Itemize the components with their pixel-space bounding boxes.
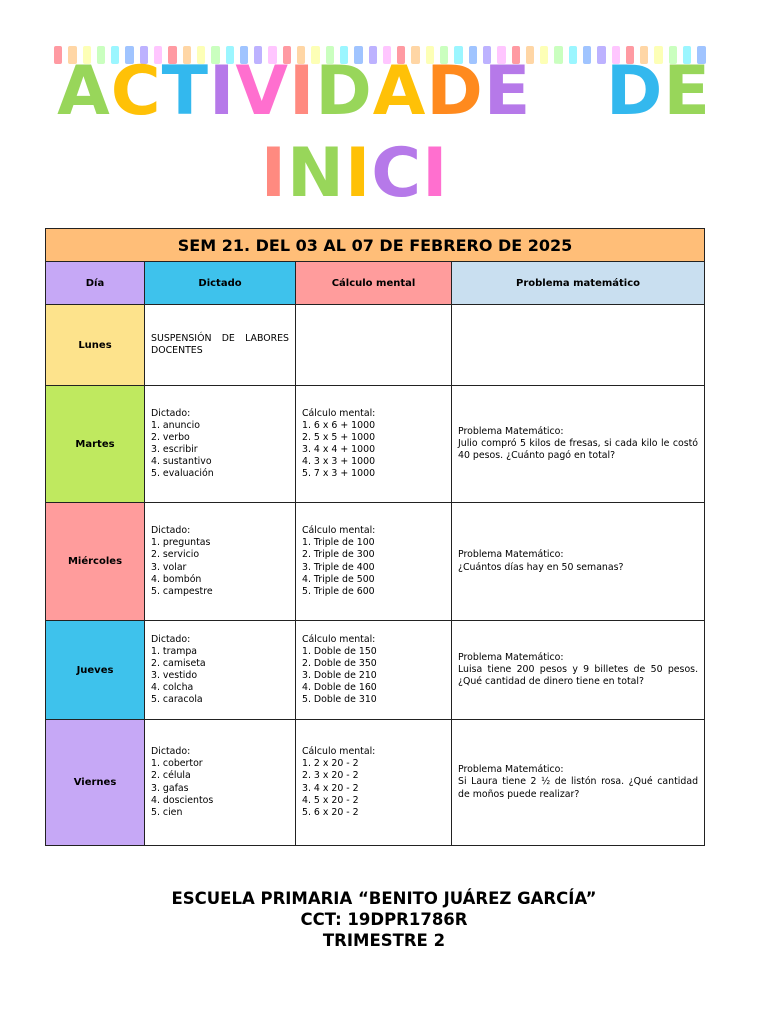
footer-trimestre: TRIMESTRE 2 [322,931,446,950]
title-letter: I [422,134,449,213]
header-dictado: Dictado [145,262,296,305]
dictado-cell: Dictado: 1. anuncio 2. verbo 3. escribir 4. sustantivo 5. evaluación [145,386,296,503]
table-row [46,621,705,720]
calculo-cell: Cálculo mental: 1. 2 x 20 - 2 2. 3 x 20 - 2 3. 4 x 20 - 2 4. 5 x 20 - 2 5. 6 x 20 - 2 [296,720,452,846]
problema-text: Si Laura tiene 2 ½ de listón rosa. ¿Qué cantidad de moños puede realizar? [458,776,699,800]
footer-cct: CCT: 19DPR1786R [300,910,468,929]
title-letter: I [289,52,316,131]
header-dia: Día [46,262,145,305]
problema-cell [452,720,705,846]
title-letter: D [315,52,373,131]
title-letter: A [372,52,427,131]
table-row [46,503,705,621]
title-letter: I [209,52,236,131]
problema-heading: Problema Matemático: [458,425,564,437]
title-letter: N [287,134,345,213]
dictado-cell: Dictado: 1. preguntas 2. servicio 3. volar 4. bombón 5. campestre [145,503,296,621]
title-letter: V [235,52,289,131]
table-row [46,720,705,846]
title-letter [581,58,606,126]
dictado-cell: Dictado: 1. cobertor 2. célula 3. gafas 4. doscientos 5. cien [145,720,296,846]
calculo-cell: Cálculo mental: 1. Doble de 150 2. Doble de 350 3. Doble de 210 4. Doble de 160 5. Doble de 310 [296,621,452,720]
problema-cell [452,621,705,720]
calculo-cell: Cálculo mental: 1. Triple de 100 2. Triple de 300 3. Triple de 400 4. Triple de 500 5. Triple de 600 [296,503,452,621]
title-letter: S [531,52,582,131]
title-letter: C [371,134,423,213]
header-problema: Problema matemático [452,262,705,305]
problema-text: Julio compró 5 kilos de fresas, si cada kilo le costó 40 pesos. ¿Cuánto pagó en total? [458,437,699,462]
problema-cell [452,503,705,621]
title-letter: D [605,52,664,131]
title-letter: I [260,134,288,213]
calculo-cell [296,305,452,386]
problema-heading: Problema Matemático: [458,651,564,663]
title-letter: E [483,52,532,131]
table-row [46,386,705,503]
calculo-cell: Cálculo mental: 1. 6 x 6 + 1000 2. 5 x 5 + 1000 3. 4 x 4 + 1000 4. 3 x 3 + 1000 5. 7 x 3 + 1000 [296,386,452,503]
title-letter: I [344,134,372,213]
footer-school: ESCUELA PRIMARIA “BENITO JUÁREZ GARCÍA” [171,889,597,908]
header-calculo: Cálculo mental [296,262,452,305]
problema-text: Luisa tiene 200 pesos y 9 billetes de 50 pesos. ¿Qué cantidad de dinero tiene en total? [458,663,699,688]
day-cell-martes: Martes [46,386,145,503]
day-cell-viernes: Viernes [46,720,145,846]
title-letter: C [110,52,162,131]
day-cell-jueves: Jueves [46,621,145,720]
dictado-cell: SUSPENSIÓN DE LABORES DOCENTES [145,305,296,386]
day-cell-miercoles: Miércoles [46,503,145,621]
problema-cell [452,305,705,386]
schedule-table [45,228,705,846]
problema-heading: Problema Matemático: [458,549,564,561]
title-line-2 [0,134,768,213]
problema-heading: Problema Matemático: [458,764,564,776]
title-letter: D [426,52,484,131]
title-letter: O [448,134,508,213]
problema-cell [452,386,705,503]
dictado-cell: Dictado: 1. trampa 2. camiseta 3. vestido 4. colcha 5. caracola [145,621,296,720]
table-row [46,305,705,386]
week-banner: SEM 21. DEL 03 AL 07 DE FEBRERO DE 2025 [46,229,705,262]
problema-text: ¿Cuántos días hay en 50 semanas? [458,561,624,573]
title-letter: E [663,52,711,131]
day-cell-lunes: Lunes [46,305,145,386]
title-letter: T [161,52,210,131]
title-letter: A [57,52,111,131]
title-line-1 [0,52,768,131]
